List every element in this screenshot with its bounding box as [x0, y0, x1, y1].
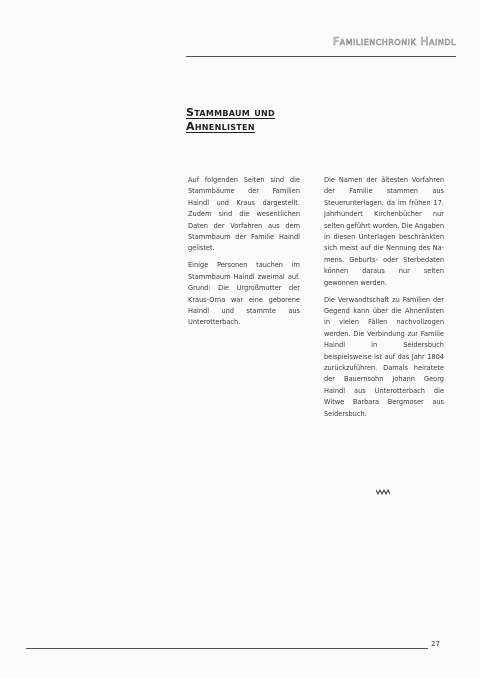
- header-rule: [186, 56, 456, 57]
- paragraph: Die Namen der ältesten Vorfahren der Familie stammen aus Steuerunterlagen, da im frühen 17. Jahrhundert Kirchenbücher nur selten geführt wurden. Die Angaben in diesen Unterlagen beschränkten sich meist auf die Nennung des Namens. Geburts- oder Sterbedaten können daraus nur selten gewonnen werden.: [324, 176, 444, 287]
- running-header: Familienchronik Haindl: [332, 35, 456, 48]
- section-end-ornament: [376, 489, 390, 495]
- paragraph: Auf folgenden Seiten sind die Stammbäume der Familien Haindl und Kraus dargestellt. Zudem sind die wesentlichen Daten der Vorfahren aus dem Stammbaum der Familie Haindl gelistet.: [188, 176, 300, 253]
- section-title: Stammbaum und Ahnenlisten: [186, 106, 275, 133]
- text-column-left: [188, 175, 300, 334]
- paragraph: Einige Personen tauchen im Stammbaum Haindl zweimal auf. Grund: Die Urgroßmutter der Kraus-Orna war eine geborene Haindl und stammte aus Unterotterbach.: [188, 261, 300, 327]
- paragraph: Die Verwandtschaft zu Familien der Gegend kann über die Ahnenlisten in vielen Fällen nachvollzogen werden. Die Verbindung zur Familie Haindl in Seidersbuch beispielsweise ist auf das Jahr 1804 zurückzuführen. Damals heiratete der Bauernsohn Johann Georg Haindl aus Unterotterbach die Witwe Barbara Bergmoser aus Seidersbuch.: [324, 295, 444, 418]
- footer-rule: [26, 648, 428, 649]
- page-number: 27: [431, 640, 440, 648]
- text-column-right: [324, 175, 444, 426]
